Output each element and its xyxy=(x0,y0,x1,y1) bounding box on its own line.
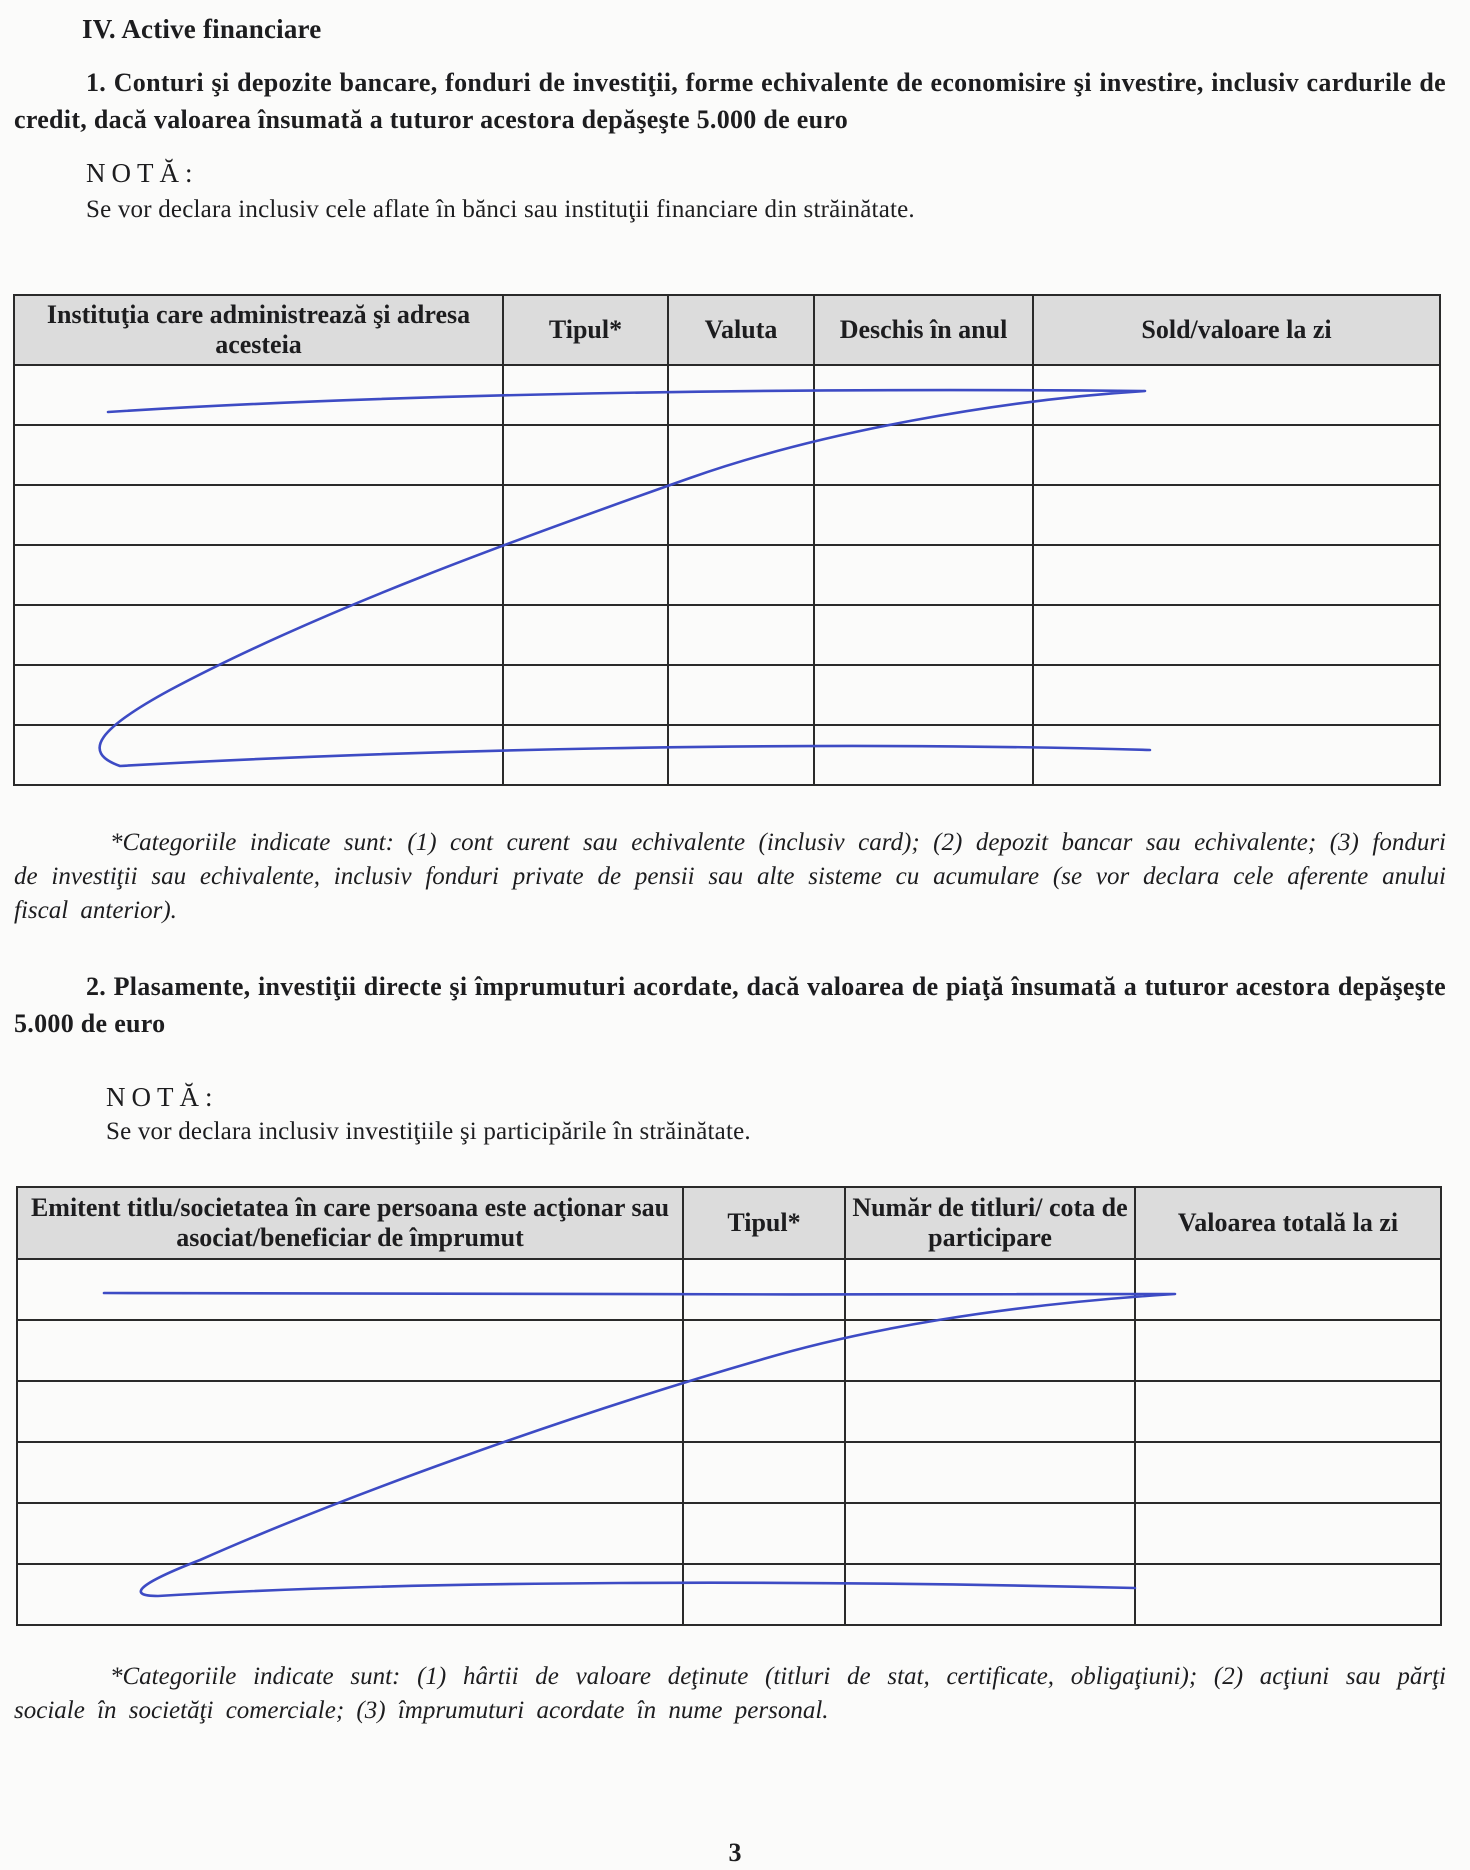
table-cell xyxy=(683,1503,845,1564)
table-cell xyxy=(814,725,1033,785)
part1-nota-label: NOTĂ: xyxy=(86,158,199,188)
table-cell xyxy=(503,485,668,545)
table-row xyxy=(14,605,1440,665)
part2-footnote: *Categoriile indicate sunt: (1) hârtii de valoare deţinute (titluri de stat, certificate, obligaţiuni); (2) acţiuni sau părţi sociale în societăţi comerciale; (3) împrumuturi acordate în nume personal. xyxy=(14,1663,1446,1724)
table-row xyxy=(17,1381,1441,1442)
table-row xyxy=(14,665,1440,725)
table-cell xyxy=(683,1320,845,1381)
table-cell xyxy=(14,425,503,485)
table-cell xyxy=(17,1381,683,1442)
table-cell xyxy=(17,1259,683,1320)
table-cell xyxy=(668,605,814,665)
column-header-balance: Sold/valoare la zi xyxy=(1033,295,1440,365)
table-cell xyxy=(814,545,1033,605)
table-cell xyxy=(1033,725,1440,785)
table-row xyxy=(14,365,1440,425)
table-cell xyxy=(668,425,814,485)
table-cell xyxy=(683,1442,845,1503)
page-number: 3 xyxy=(728,1838,742,1867)
section-title: IV. Active financiare xyxy=(82,14,322,44)
table-cell xyxy=(683,1564,845,1625)
table-cell xyxy=(503,725,668,785)
column-header-total-value: Valoarea totală la zi xyxy=(1135,1187,1441,1259)
table-cell xyxy=(503,545,668,605)
table-cell xyxy=(668,725,814,785)
part2-nota-label: NOTĂ: xyxy=(106,1082,219,1112)
table-cell xyxy=(814,605,1033,665)
table-cell xyxy=(1135,1320,1441,1381)
table-cell xyxy=(1033,605,1440,665)
table-cell xyxy=(1135,1442,1441,1503)
table-cell xyxy=(683,1259,845,1320)
part1-heading: 1. Conturi şi depozite bancare, fonduri de investiţii, forme echivalente de economisire şi investire, inclusiv cardurile de credit, dacă valoarea însumată a tuturor acestora depăşeşte 5.000 de euro xyxy=(14,68,1446,134)
table-cell xyxy=(668,545,814,605)
table-cell xyxy=(814,365,1033,425)
table-header-row xyxy=(14,295,1440,365)
table-cell xyxy=(1135,1259,1441,1320)
table-cell xyxy=(668,485,814,545)
table-cell xyxy=(1033,665,1440,725)
part1-footnote: *Categoriile indicate sunt: (1) cont curent sau echivalente (inclusiv card); (2) depozit bancar sau echivalente; (3) fonduri de investiţii sau echivalente, inclusiv fonduri private de pensii sau alte sisteme cu acumulare (se vor declara cele aferente anului fiscal anterior). xyxy=(14,829,1446,924)
table-row xyxy=(17,1259,1441,1320)
table-cell xyxy=(17,1503,683,1564)
table-cell xyxy=(503,605,668,665)
table-row xyxy=(14,725,1440,785)
table-cell xyxy=(845,1259,1135,1320)
table-cell xyxy=(17,1320,683,1381)
table-cell xyxy=(814,425,1033,485)
investments-table xyxy=(16,1186,1442,1626)
column-header-type: Tipul* xyxy=(683,1187,845,1259)
table-cell xyxy=(14,545,503,605)
table-cell xyxy=(503,425,668,485)
table-cell xyxy=(1033,425,1440,485)
table-cell xyxy=(14,365,503,425)
table-row xyxy=(14,425,1440,485)
column-header-type: Tipul* xyxy=(503,295,668,365)
column-header-shares-count: Număr de titluri/ cota de participare xyxy=(845,1187,1135,1259)
table-cell xyxy=(1033,485,1440,545)
table-cell xyxy=(814,485,1033,545)
table-cell xyxy=(668,665,814,725)
table-row xyxy=(17,1503,1441,1564)
table-cell xyxy=(1033,365,1440,425)
table-cell xyxy=(14,485,503,545)
table-cell xyxy=(845,1564,1135,1625)
column-header-opened-year: Deschis în anul xyxy=(814,295,1033,365)
table-cell xyxy=(1135,1564,1441,1625)
table-cell xyxy=(845,1381,1135,1442)
part2-heading: 2. Plasamente, investiţii directe şi împrumuturi acordate, dacă valoarea de piaţă însumată a tuturor acestora depăşeşte 5.000 de euro xyxy=(14,972,1446,1038)
column-header-institution: Instituţia care administrează şi adresa acesteia xyxy=(14,295,503,365)
table-cell xyxy=(1033,545,1440,605)
table-cell xyxy=(683,1381,845,1442)
column-header-currency: Valuta xyxy=(668,295,814,365)
table-cell xyxy=(14,605,503,665)
table-cell xyxy=(845,1320,1135,1381)
table-row xyxy=(14,485,1440,545)
table-cell xyxy=(17,1564,683,1625)
table-cell xyxy=(503,665,668,725)
table-cell xyxy=(17,1442,683,1503)
column-header-issuer: Emitent titlu/societatea în care persoana este acţionar sau asociat/beneficiar de împrumut xyxy=(17,1187,683,1259)
table-header-row xyxy=(17,1187,1441,1259)
part2-nota-text: Se vor declara inclusiv investiţiile şi participările în străinătate. xyxy=(106,1118,751,1145)
table-row xyxy=(17,1442,1441,1503)
table-cell xyxy=(845,1442,1135,1503)
table-cell xyxy=(845,1503,1135,1564)
table-row xyxy=(17,1564,1441,1625)
table-cell xyxy=(14,725,503,785)
table-cell xyxy=(668,365,814,425)
table-row xyxy=(14,545,1440,605)
table-cell xyxy=(1135,1381,1441,1442)
table-cell xyxy=(814,665,1033,725)
part1-nota-text: Se vor declara inclusiv cele aflate în bănci sau instituţii financiare din străinătate. xyxy=(86,196,915,223)
table-cell xyxy=(503,365,668,425)
table-cell xyxy=(1135,1503,1441,1564)
bank-accounts-table xyxy=(13,294,1441,786)
table-cell xyxy=(14,665,503,725)
table-row xyxy=(17,1320,1441,1381)
